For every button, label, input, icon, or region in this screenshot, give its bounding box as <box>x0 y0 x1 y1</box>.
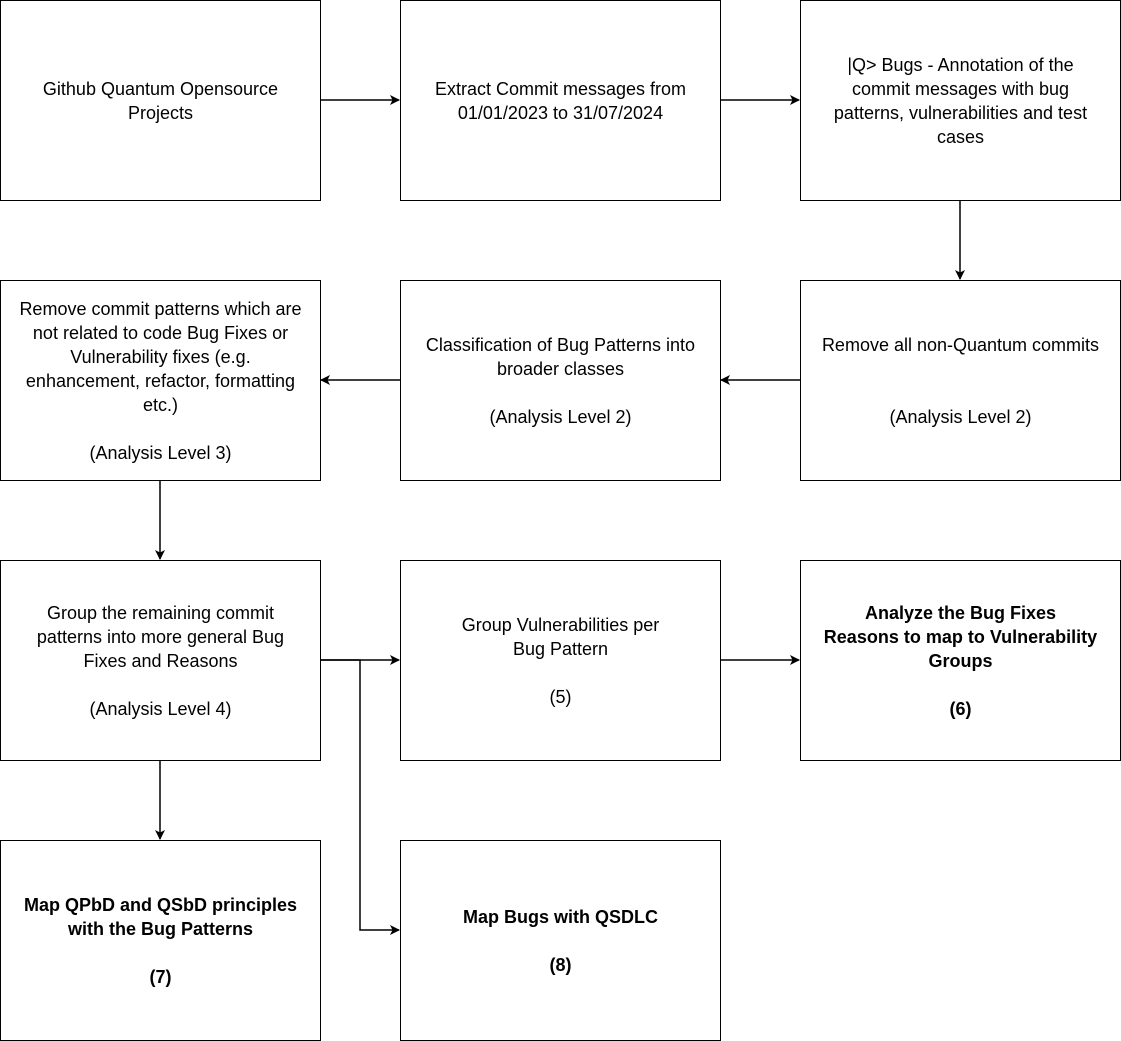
node-text-line: etc.) <box>142 394 178 415</box>
node-text-line: (Analysis Level 2) <box>489 406 632 427</box>
node-map-principles <box>0 840 321 1041</box>
node-group-vulnerabilities <box>400 560 721 761</box>
node-text-line: with the Bug Patterns <box>67 918 253 939</box>
node-text-line: broader classes <box>496 358 625 379</box>
node-text-line: Map QPbD and QSbD principles <box>23 894 298 915</box>
node-classification <box>400 280 721 481</box>
node-text-line: Analyze the Bug Fixes <box>864 602 1057 623</box>
node-text-line: Remove all non-Quantum commits <box>821 334 1100 355</box>
node-text-line: (7) <box>149 966 172 987</box>
node-text-line: Map Bugs with QSDLC <box>463 906 658 927</box>
node-github-projects <box>0 0 321 201</box>
node-group-remaining <box>0 560 321 761</box>
node-text-line: Group Vulnerabilities per <box>461 614 660 635</box>
node-analyze-bug-fixes <box>800 560 1121 761</box>
node-text-line: |Q> Bugs - Annotation of the <box>847 54 1074 75</box>
node-text-line: (6) <box>949 698 972 719</box>
node-map-qsdlc <box>400 840 721 1041</box>
node-text-line: Bug Pattern <box>512 638 609 659</box>
node-text-line: commit messages with bug <box>851 78 1070 99</box>
node-text-line: (Analysis Level 2) <box>889 406 1032 427</box>
node-text-line: not related to code Bug Fixes or <box>32 322 289 343</box>
node-text-line: Group the remaining commit <box>46 602 275 623</box>
node-text-line: Projects <box>127 102 194 123</box>
node-text-line: (Analysis Level 3) <box>89 442 232 463</box>
node-text-line: cases <box>936 126 985 147</box>
node-text-line: Classification of Bug Patterns into <box>425 334 696 355</box>
node-text-line: Fixes and Reasons <box>83 650 238 671</box>
node-text-line: Extract Commit messages from <box>434 78 687 99</box>
node-text-line: patterns, vulnerabilities and test <box>833 102 1088 123</box>
node-text-line: (5) <box>549 686 572 707</box>
node-text-line: Vulnerability fixes (e.g. <box>70 346 251 367</box>
node-remove-non-quantum <box>800 280 1121 481</box>
node-qbugs-annotation <box>800 0 1121 201</box>
node-remove-commit-patterns <box>0 280 321 481</box>
node-text-line: (Analysis Level 4) <box>89 698 232 719</box>
edge-n7-n11 <box>320 660 399 930</box>
node-text-line: Github Quantum Opensource <box>42 78 279 99</box>
node-text-line: 01/01/2023 to 31/07/2024 <box>457 102 664 123</box>
node-text-line: Groups <box>928 650 993 671</box>
node-text-line: Remove commit patterns which are <box>19 298 302 319</box>
node-extract-commits <box>400 0 721 201</box>
node-text-line: patterns into more general Bug <box>36 626 285 647</box>
node-text-line: enhancement, refactor, formatting <box>25 370 296 391</box>
node-text-line: Reasons to map to Vulnerability <box>823 626 1098 647</box>
node-text-line: (8) <box>549 954 572 975</box>
